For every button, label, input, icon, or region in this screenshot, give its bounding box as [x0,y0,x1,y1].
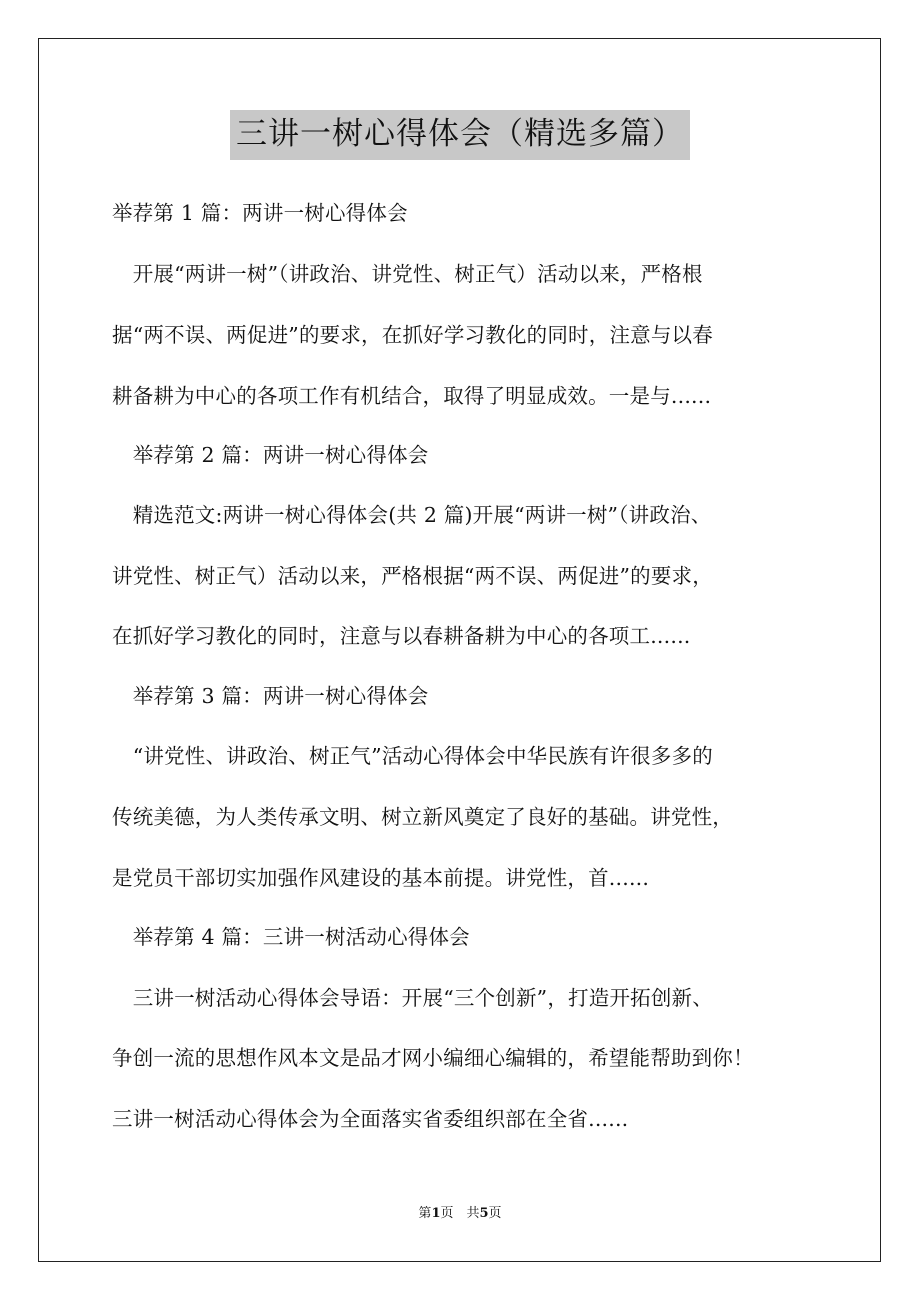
text-line: 精选范文:两讲一树心得体会(共 2 篇)开展“两讲一树”（讲政治、 [112,503,712,527]
text-line: 举荐第 1 篇：两讲一树心得体会 [112,201,408,225]
text-line: 举荐第 4 篇：三讲一树活动心得体会 [112,925,470,949]
text-line: 三讲一树活动心得体会导语：开展“三个创新”，打造开拓创新、 [112,986,713,1010]
text-line: 三讲一树活动心得体会为全面落实省委组织部在全省...... [112,1107,629,1131]
page-footer [0,1205,920,1223]
text-line: 举荐第 3 篇：两讲一树心得体会 [112,684,429,708]
text-line: “讲党性、讲政治、树正气”活动心得体会中华民族有许很多多的 [112,744,713,768]
text-line: 开展“两讲一树”（讲政治、讲党性、树正气）活动以来，严格根 [112,262,703,286]
text-line: 耕备耕为中心的各项工作有机结合，取得了明显成效。一是与...... [112,384,712,408]
document-title: 三讲一树心得体会（精选多篇） [230,110,690,160]
text-line: 在抓好学习教化的同时，注意与以春耕备耕为中心的各项工...... [112,624,691,648]
text-line: 是党员干部切实加强作风建设的基本前提。讲党性，首...... [112,866,650,890]
footer-prefix: 第 [418,1206,432,1221]
footer-current-page: 1 [431,1206,441,1221]
text-line: 争创一流的思想作风本文是品才网小编细心编辑的，希望能帮助到你！ [112,1046,754,1070]
text-line: 传统美德，为人类传承文明、树立新风奠定了良好的基础。讲党性， [112,805,733,829]
footer-middle: 页 共 [440,1206,480,1221]
text-line: 据“两不误、两促进”的要求，在抓好学习教化的同时，注意与以春 [112,323,713,347]
text-line: 举荐第 2 篇：两讲一树心得体会 [112,443,429,467]
title-container [0,110,920,160]
text-line: 讲党性、树正气）活动以来，严格根据“两不误、两促进”的要求， [112,564,713,588]
footer-total-pages: 5 [479,1206,489,1221]
footer-suffix: 页 [488,1206,502,1221]
